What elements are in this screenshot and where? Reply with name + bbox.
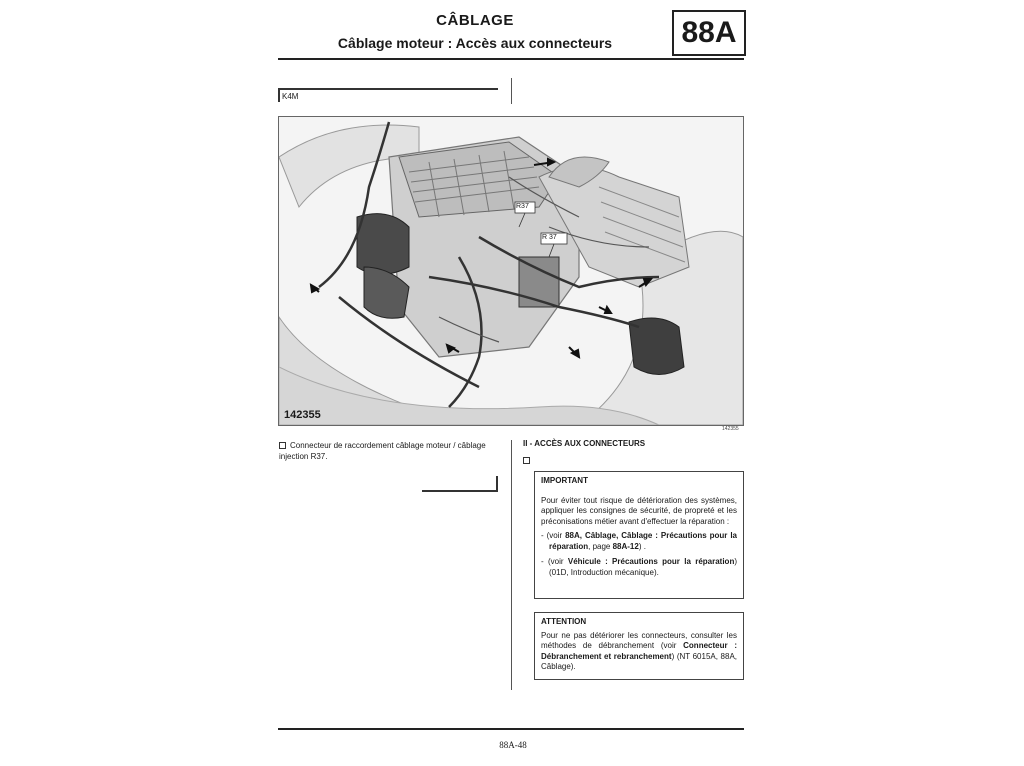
checkbox-bullet-icon <box>279 442 286 449</box>
engine-label: K4M <box>282 92 299 101</box>
ref2-link: Véhicule : Précautions pour la réparation <box>567 557 735 566</box>
ref2-suffix: ) (01D, Introduction mécanique). <box>549 557 738 577</box>
ref1-page: 88A-12 <box>612 541 639 551</box>
engine-illustration <box>278 116 744 426</box>
page-number: 88A-48 <box>499 740 527 750</box>
attention-text <box>541 631 737 673</box>
ref1-link: 88A, Câblage, Câblage : Précautions pour la réparation <box>549 531 737 551</box>
attention-title: ATTENTION <box>541 617 587 626</box>
engine-label-rule-left <box>278 88 280 102</box>
attention-text-prefix: Pour ne pas détériorer les connecteurs, consulter les méthodes de débranchement (voir <box>541 630 737 650</box>
connector-item <box>279 440 501 462</box>
important-intro: Pour éviter tout risque de détérioration des systèmes, appliquer les consignes de sécurité, de propreté et les préconisations métier avant d'effectuer la réparation : <box>541 495 737 526</box>
attention-notice <box>534 612 744 680</box>
important-title: IMPORTANT <box>541 476 588 485</box>
column-separator <box>511 440 512 690</box>
engine-drawing <box>279 117 743 425</box>
important-reference-1: - (voir 88A, Câblage, Câblage : Précautions pour la réparation, page 88A-12) . <box>541 531 737 551</box>
column-end-rule <box>422 490 498 492</box>
column-end-rule-vertical <box>496 476 498 492</box>
header-rule <box>278 58 744 60</box>
section-code-badge: 88A <box>672 10 746 56</box>
section-heading: II - ACCÈS AUX CONNECTEURS <box>523 439 646 448</box>
connector-item-text: Connecteur de raccordement câblage moteur / câblage injection R37. <box>279 441 486 461</box>
page-title: CÂBLAGE <box>436 12 514 29</box>
important-notice <box>534 471 744 599</box>
figure-callout-r37-b: R 37 <box>542 234 557 241</box>
ref1-mid: , page <box>588 541 613 551</box>
attention-link: Connecteur : Débranchement et rebranchement <box>541 641 737 661</box>
ref1-prefix: (voir <box>546 531 566 540</box>
figure-number: 142355 <box>284 409 321 421</box>
checkbox-bullet-icon <box>523 457 530 464</box>
engine-label-rule <box>278 88 498 90</box>
ref2-prefix: (voir <box>547 557 568 566</box>
ref1-suffix: ) . <box>638 541 646 551</box>
figure-code-small: 142355 <box>722 426 739 432</box>
page-subtitle: Câblage moteur : Accès aux connecteurs <box>337 35 613 51</box>
figure-callout-r37-a: R37 <box>516 203 529 210</box>
column-separator-top <box>511 78 512 104</box>
attention-text-suffix: ) (NT 6015A, 88A, Câblage). <box>541 651 737 671</box>
important-reference-2: - (voir Véhicule : Précautions pour la réparation) (01D, Introduction mécanique). <box>541 557 738 577</box>
footer-rule <box>278 728 744 730</box>
